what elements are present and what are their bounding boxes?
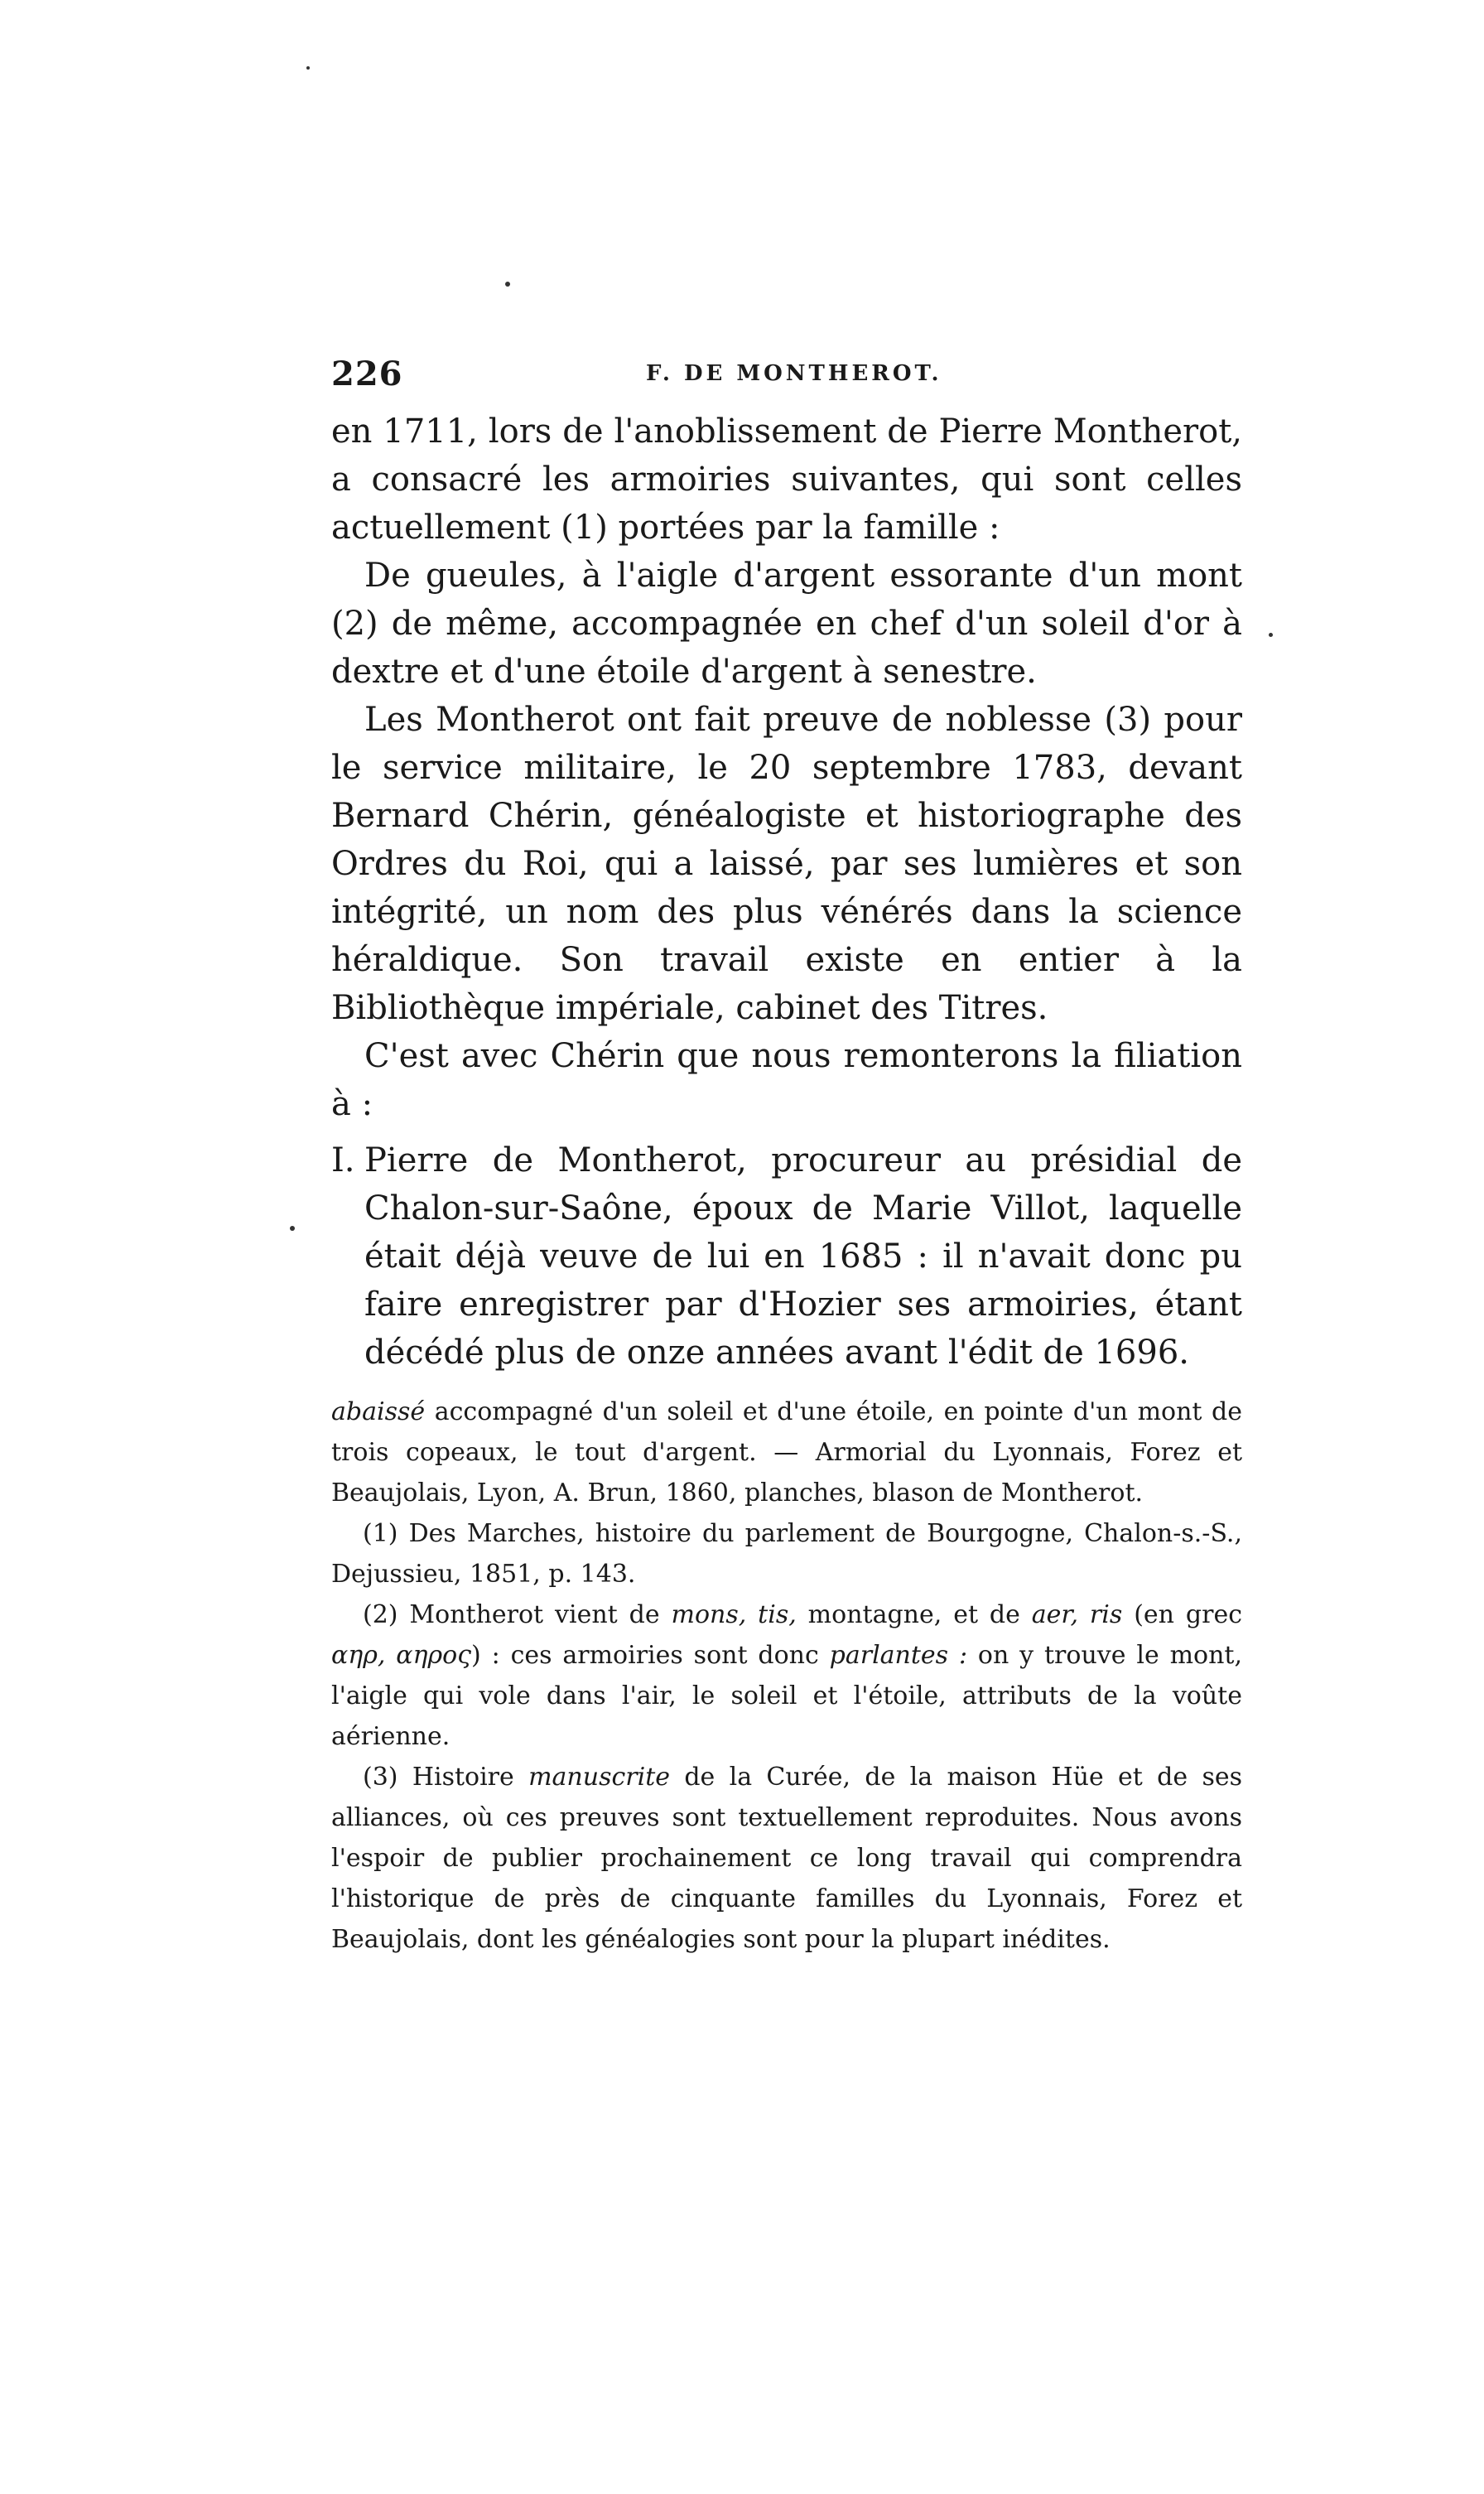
- page-header: [331, 355, 1242, 404]
- footnote-text: (en grec: [1122, 1600, 1242, 1629]
- paragraph: De gueules, à l'aigle d'argent essorante d'un mont (2) de même, accompagnée en chef d'un soleil d'or à dextre et d'une étoile d'argent à senestre.: [331, 557, 1242, 691]
- footnote-text: montagne, et de: [796, 1600, 1032, 1629]
- book-page: [331, 0, 1242, 2494]
- running-head: F. DE MONTHEROT.: [646, 361, 942, 386]
- footnote-text: de la Curée, de la maison Hüe et de ses alliances, où ces preuves sont textuellement reproduites. Nous avons l'espoir de publier prochainement ce long travail qui comprendra l'historique de près de cinquante familles du Lyonnais, Forez et Beaujolais, dont les généalogies sont pour la plupart inédites.: [331, 1763, 1242, 1954]
- footnote-text: (3) Histoire: [363, 1763, 529, 1792]
- footnote-italic: abaissé: [331, 1397, 426, 1426]
- footnote-text: ) : ces armoiries sont donc: [471, 1641, 830, 1670]
- entry-number: I.: [331, 1141, 355, 1179]
- footnote-continuation: [331, 1392, 1242, 1513]
- footnote-text: accompagné d'un soleil et d'une étoile, en pointe d'un mont de trois copeaux, le tout d'argent. — Armorial du Lyonnais, Forez et Beaujolais, Lyon, A. Brun, 1860, planches, blason de Montherot.: [331, 1397, 1242, 1507]
- paragraph: Les Montherot ont fait preuve de noblesse (3) pour le service militaire, le 20 septembre 1783, devant Bernard Chérin, généalogiste et historiographe des Ordres du Roi, qui a laissé, par ses lumières et son intégrité, un nom des plus vénérés dans la science héraldique. Son travail existe en entier à la Bibliothèque impériale, cabinet des Titres.: [331, 701, 1242, 1027]
- page-number: 226: [331, 355, 403, 393]
- footnotes: [331, 1392, 1242, 1960]
- footnote-italic: manuscrite: [528, 1763, 671, 1792]
- ink-speck: [1269, 633, 1273, 637]
- filiation-entry: [331, 1136, 1242, 1377]
- footnote-text: (2) Montherot vient de: [363, 1600, 672, 1629]
- paragraph: en 1711, lors de l'anoblissement de Pierre Montherot, a consacré les armoiries suivantes, qui sont celles actuellement (1) portées par la famille :: [331, 412, 1242, 547]
- ink-speck: [290, 1226, 295, 1231]
- footnote-text: on y trouve le mont, l'aigle qui vole dans l'air, le soleil et l'étoile, attributs de la voûte aérienne.: [331, 1641, 1242, 1751]
- entry-text: Pierre de Montherot, procureur au présidial de Chalon-sur-Saône, époux de Marie Villot, laquelle était déjà veuve de lui en 1685 : il n'avait donc pu faire enregistrer par d'Hozier ses armoiries, étant décédé plus de onze années avant l'édit de 1696.: [364, 1141, 1242, 1372]
- footnote-italic: aer, ris: [1031, 1600, 1123, 1629]
- footnote-2: [331, 1594, 1242, 1757]
- main-text: [331, 408, 1242, 1377]
- footnote-italic: parlantes :: [829, 1641, 968, 1670]
- footnote-greek: αηρ, αηρος: [331, 1641, 472, 1670]
- footnote-italic: mons, tis,: [671, 1600, 797, 1629]
- ink-speck: [306, 66, 310, 70]
- footnote-1: (1) Des Marches, histoire du parlement de Bourgogne, Chalon-s.-S., Dejussieu, 1851, p. 143.: [331, 1519, 1242, 1589]
- paragraph: C'est avec Chérin que nous remonterons la filiation à :: [331, 1037, 1242, 1123]
- footnote-3: [331, 1757, 1242, 1960]
